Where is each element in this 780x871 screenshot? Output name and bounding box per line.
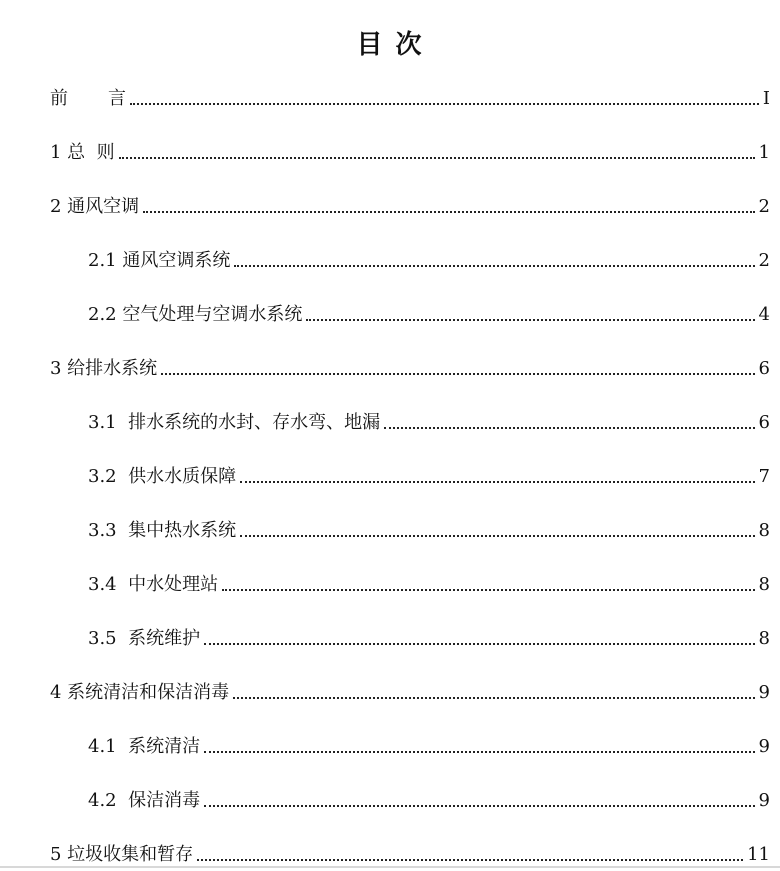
toc-entry-label: 2.1 通风空调系统 — [88, 250, 231, 271]
toc-entry-label: 3.1 排水系统的水封、存水弯、地漏 — [88, 412, 381, 433]
dot-leader — [204, 643, 754, 645]
toc-entry-page-number: 7 — [758, 466, 770, 487]
page-title: 目 次 — [356, 30, 424, 60]
dot-leader — [306, 319, 754, 321]
toc-entry-3[interactable] — [0, 350, 770, 380]
toc-entry-page-number: 9 — [758, 790, 770, 811]
toc-entry-4-2[interactable] — [0, 782, 770, 812]
toc-entry-5[interactable] — [0, 836, 770, 866]
toc-entry-page-number: 2 — [758, 250, 770, 271]
dot-leader — [240, 535, 754, 537]
dot-leader — [204, 805, 754, 807]
toc-entry-label: 3.4 中水处理站 — [88, 574, 219, 595]
toc-entry-label: 前 言 — [50, 88, 127, 109]
toc-entry-label: 4.2 保洁消毒 — [88, 790, 201, 811]
dot-leader — [130, 103, 759, 105]
toc-entry-1[interactable] — [0, 134, 770, 164]
toc-entry-3-1[interactable] — [0, 404, 770, 434]
toc-entry-page-number: 11 — [747, 844, 770, 865]
toc-entry-3-5[interactable] — [0, 620, 770, 650]
dot-leader — [222, 589, 754, 591]
dot-leader — [143, 211, 754, 213]
toc-entry-preface[interactable] — [0, 80, 770, 110]
toc-entry-2-2[interactable] — [0, 296, 770, 326]
toc-entry-label: 2.2 空气处理与空调水系统 — [88, 304, 303, 325]
toc-entry-label: 3.5 系统维护 — [88, 628, 201, 649]
toc-entry-2-1[interactable] — [0, 242, 770, 272]
toc-entry-page-number: I — [762, 88, 770, 109]
toc-entry-page-number: 4 — [758, 304, 770, 325]
dot-leader — [384, 427, 754, 429]
toc-entry-page-number: 9 — [758, 682, 770, 703]
dot-leader — [240, 481, 754, 483]
toc-entry-label: 4.1 系统清洁 — [88, 736, 201, 757]
toc-entry-page-number: 9 — [758, 736, 770, 757]
toc-entry-3-3[interactable] — [0, 512, 770, 542]
toc-entry-2[interactable] — [0, 188, 770, 218]
dot-leader — [197, 859, 743, 861]
toc-entry-4-1[interactable] — [0, 728, 770, 758]
toc-entry-page-number: 8 — [758, 574, 770, 595]
toc-entry-3-4[interactable] — [0, 566, 770, 596]
toc-entry-page-number: 6 — [758, 358, 770, 379]
toc-entry-label: 4 系统清洁和保洁消毒 — [50, 682, 230, 703]
dot-leader — [234, 265, 754, 267]
toc-entry-3-2[interactable] — [0, 458, 770, 488]
toc-entry-label: 3.2 供水水质保障 — [88, 466, 237, 487]
page-bottom-divider — [0, 866, 780, 868]
toc-entry-page-number: 6 — [758, 412, 770, 433]
dot-leader — [204, 751, 754, 753]
toc-entry-label: 1 总 则 — [50, 142, 115, 163]
toc-entry-page-number: 8 — [758, 628, 770, 649]
dot-leader — [161, 373, 754, 375]
toc-entry-label: 2 通风空调 — [50, 196, 140, 217]
toc-entry-page-number: 8 — [758, 520, 770, 541]
toc-entry-label: 3.3 集中热水系统 — [88, 520, 237, 541]
toc-entry-4[interactable] — [0, 674, 770, 704]
dot-leader — [119, 157, 755, 159]
toc-entry-page-number: 1 — [758, 142, 770, 163]
dot-leader — [233, 697, 754, 699]
toc-entry-label: 3 给排水系统 — [50, 358, 158, 379]
toc-entry-page-number: 2 — [758, 196, 770, 217]
toc-entry-label: 5 垃圾收集和暂存 — [50, 844, 194, 865]
